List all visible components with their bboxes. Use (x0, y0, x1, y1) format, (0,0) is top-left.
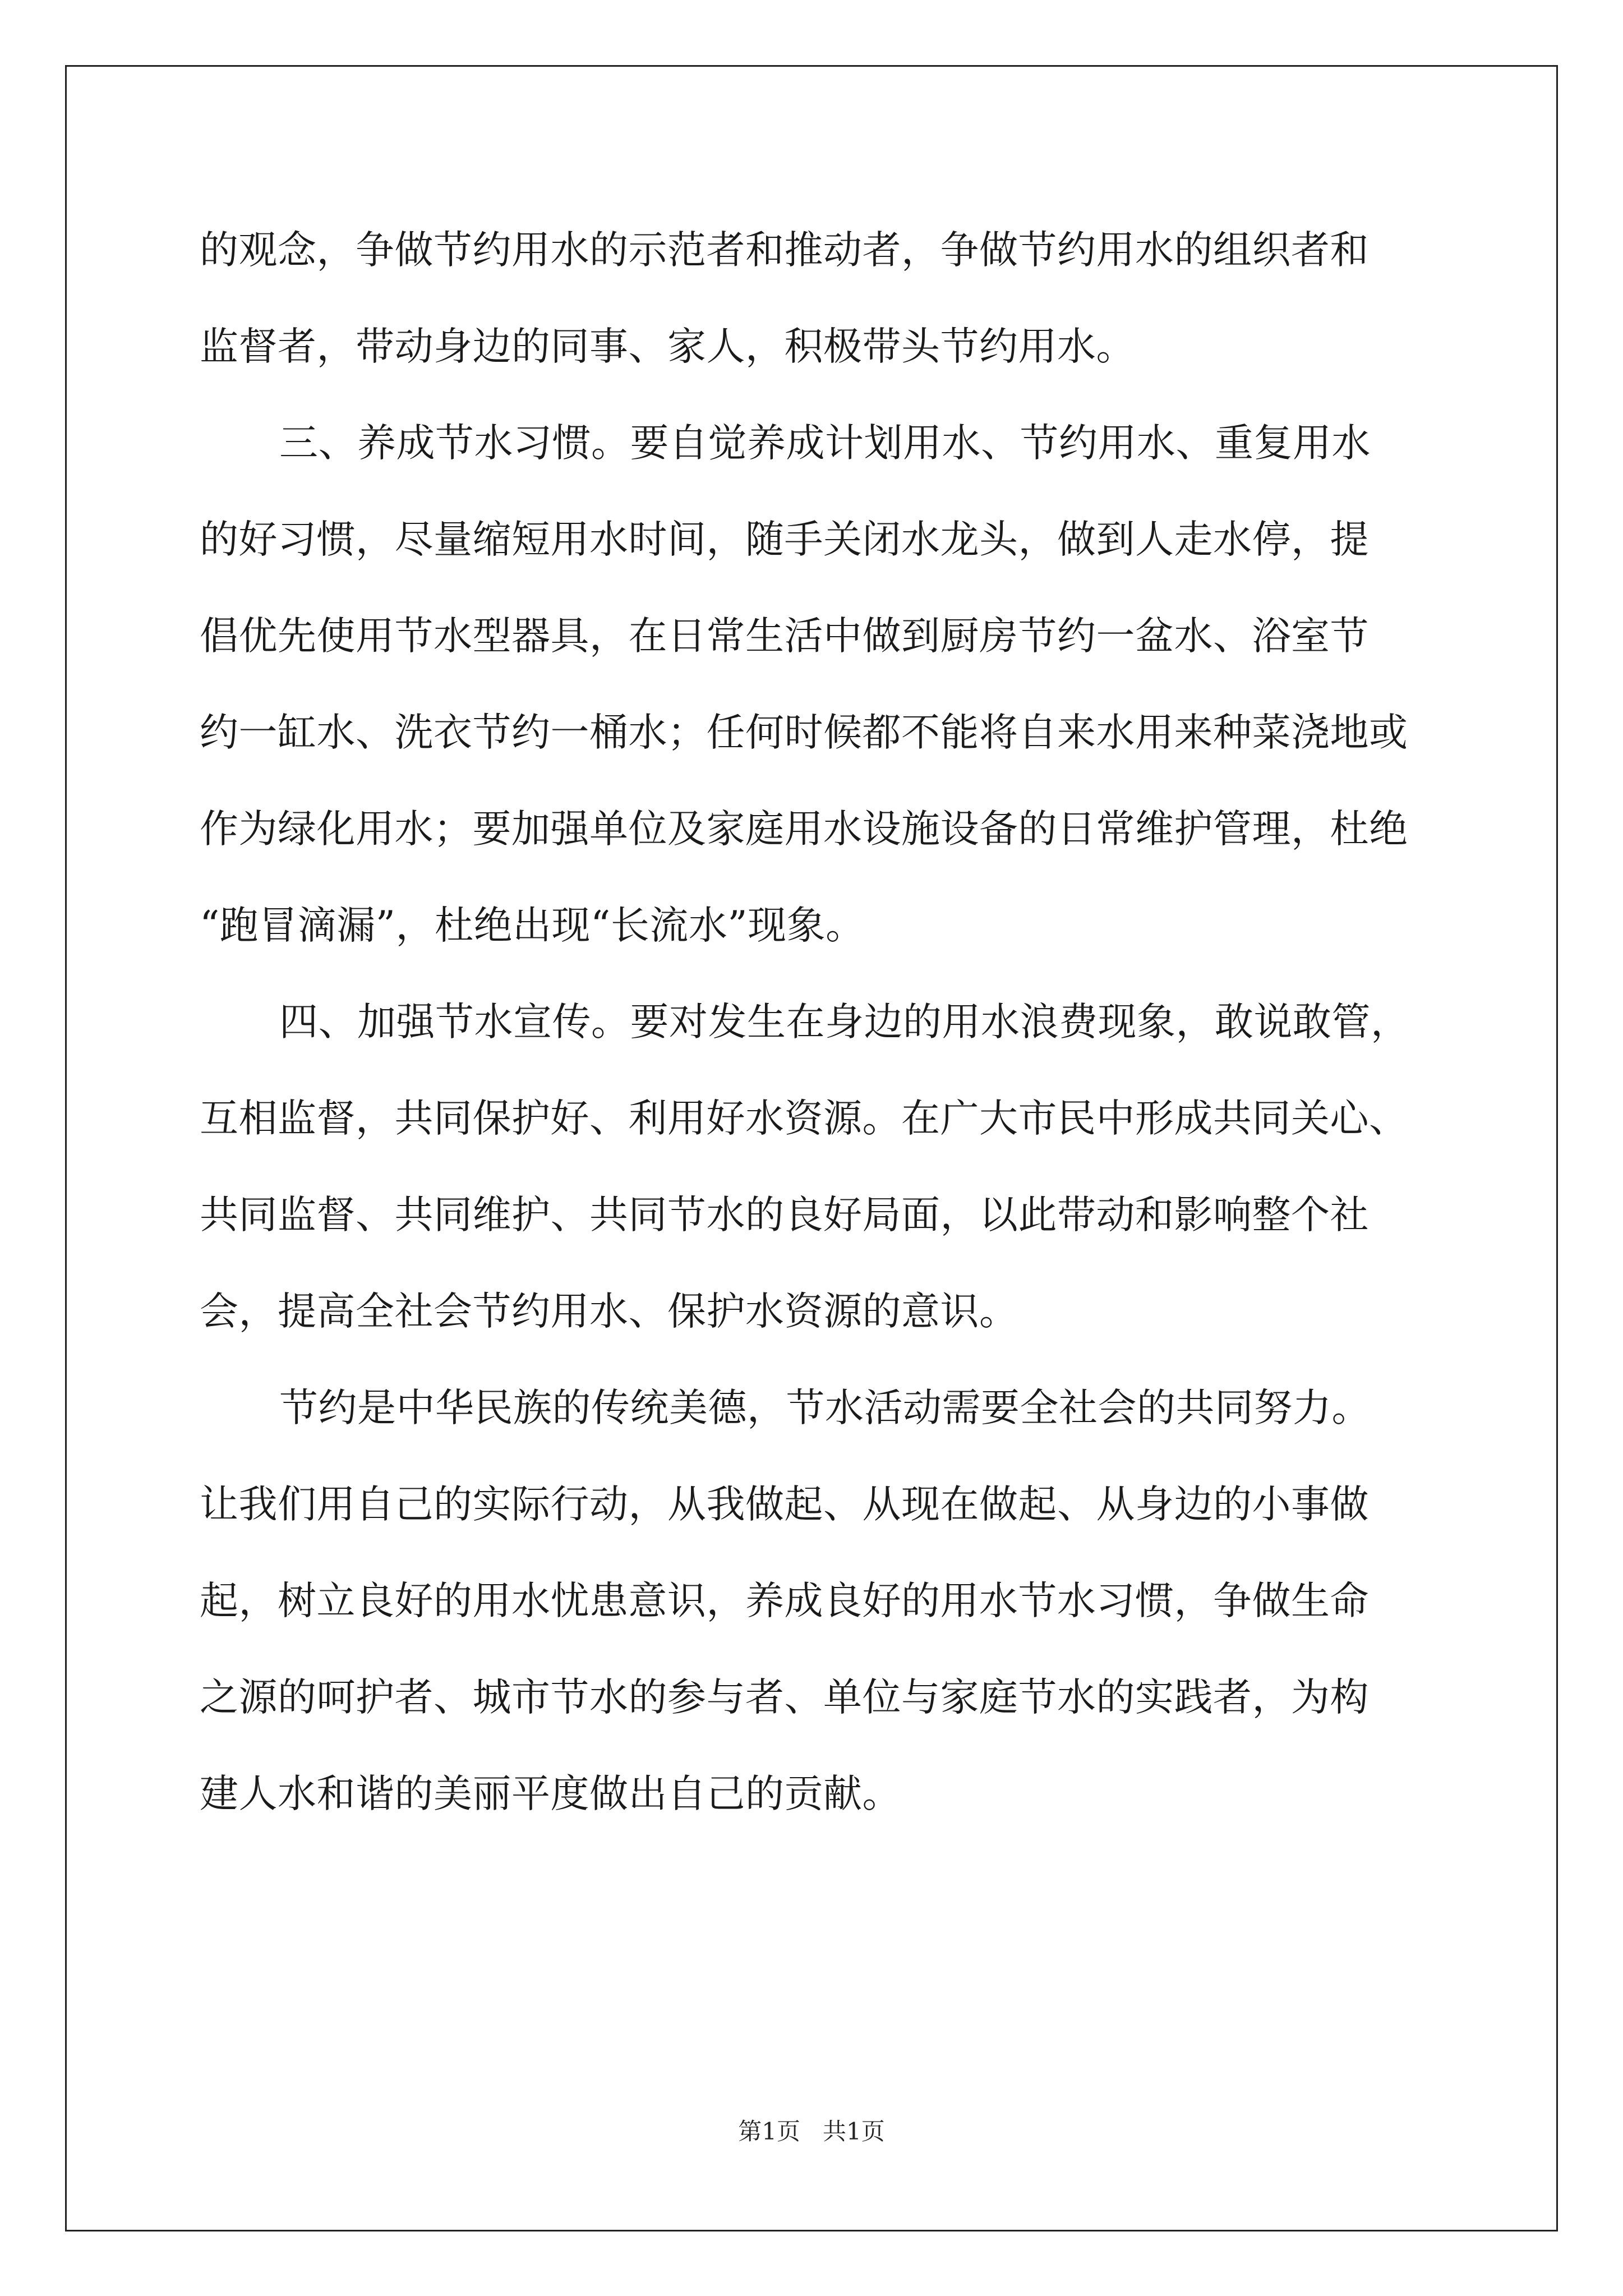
text-line: 互相监督，共同保护好、利用好水资源。在广大市民中形成共同关心、 (200, 1096, 1408, 1141)
text-line: 监督者，带动身边的同事、家人，积极带头节约用水。 (200, 324, 1135, 369)
text-line: 起，树立良好的用水忧患意识，养成良好的用水节水习惯，争做生命 (200, 1579, 1369, 1623)
text-line: 的观念，争做节约用水的示范者和推动者，争做节约用水的组织者和 (200, 228, 1369, 273)
text-line: 三、养成节水习惯。要自觉养成计划用水、节约用水、重复用水 (279, 421, 1371, 466)
text-line: “跑冒滴漏”，杜绝出现“长流水”现象。 (200, 903, 865, 948)
text-line: 让我们用自己的实际行动，从我做起、从现在做起、从身边的小事做 (200, 1482, 1369, 1527)
text-line: 建人水和谐的美丽平度做出自己的贡献。 (200, 1772, 901, 1816)
text-line: 的好习惯，尽量缩短用水时间，随手关闭水龙头，做到人走水停，提 (200, 517, 1369, 562)
text-line: 倡优先使用节水型器具，在日常生活中做到厨房节约一盆水、浴室节 (200, 614, 1369, 659)
text-line: 作为绿化用水；要加强单位及家庭用水设施设备的日常维护管理，杜绝 (200, 807, 1408, 852)
text-line: 四、加强节水宣传。要对发生在身边的用水浪费现象，敢说敢管， (279, 1000, 1410, 1045)
document-body (200, 202, 1456, 1842)
text-line: 之源的呵护者、城市节水的参与者、单位与家庭节水的实践者，为构 (200, 1675, 1369, 1720)
text-line: 共同监督、共同维护、共同节水的良好局面，以此带动和影响整个社 (200, 1193, 1369, 1237)
page-number-footer: 第1页 共1页 (738, 2118, 885, 2145)
text-line: 约一缸水、洗衣节约一桶水；任何时候都不能将自来水用来种菜浇地或 (200, 710, 1408, 755)
text-line: 节约是中华民族的传统美德，节水活动需要全社会的共同努力。 (279, 1386, 1371, 1430)
text-line: 会，提高全社会节约用水、保护水资源的意识。 (200, 1289, 1018, 1334)
